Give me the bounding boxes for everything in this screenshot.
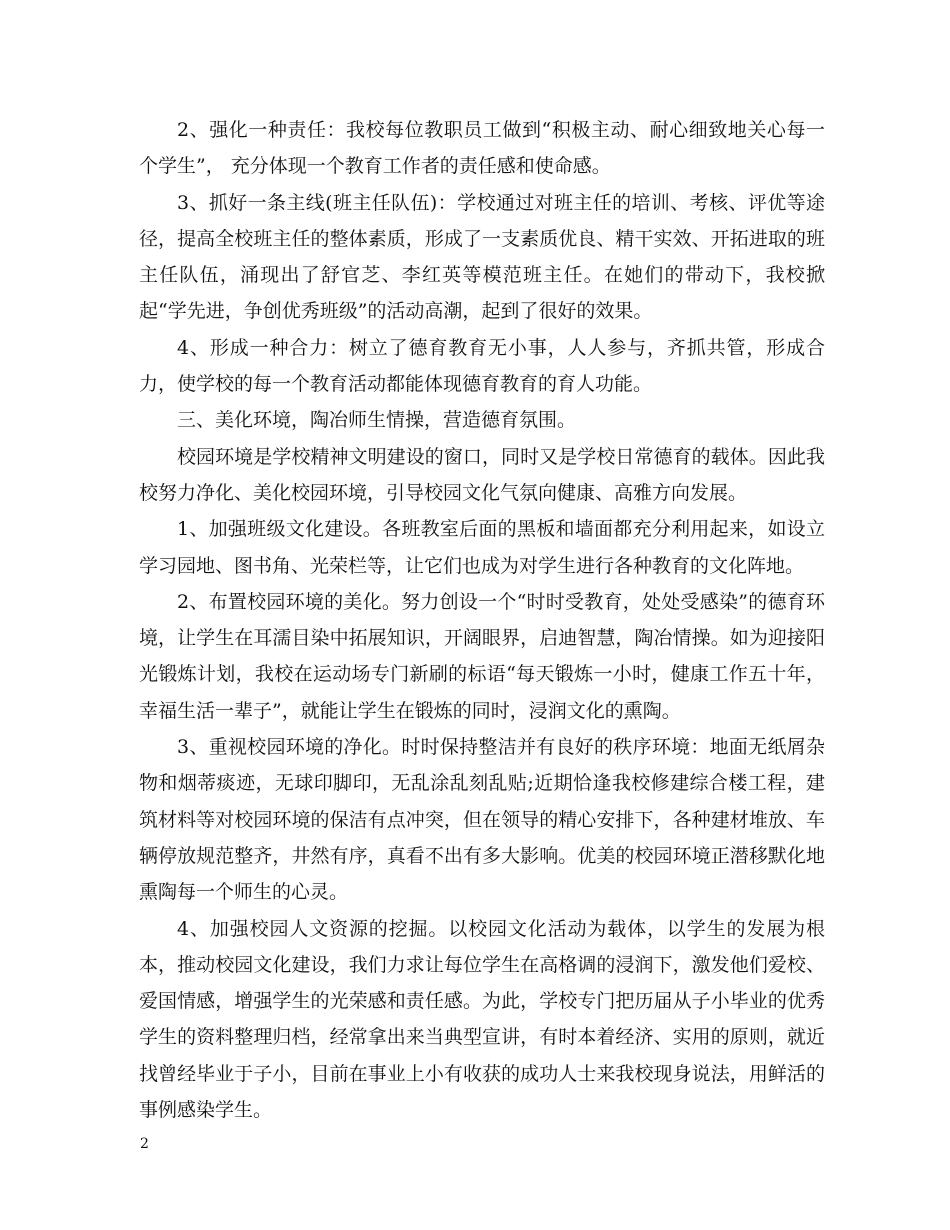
paragraph-purification: 3、重视校园环境的净化。时时保持整洁并有良好的秩序环境：地面无纸屑杂物和烟蒂痰迹，无球印脚印，无乱涂乱刻乱贴;近期恰逢我校修建综合楼工程，建筑材料等对校园环境的保洁有点冲突，但在领导的精心安排下，各种建材堆放、车辆停放规范整齐，井然有序，真看不出有多大影响。优美的校园环境正潜移默化地熏陶每一个师生的心灵。 xyxy=(139,736,825,904)
paragraph-humanistic-resources: 4、加强校园人文资源的挖掘。以校园文化活动为载体，以学生的发展为根本，推动校园文化建设，我们力求让每位学生在高格调的浸润下，激发他们爱校、爱国情感，增强学生的光荣感和责任感。为此，学校专门把历届从子小毕业的优秀学生的资料整理归档，经常拿出来当典型宣讲，有时本着经济、实用的原则，就近找曾经毕业于子小，目前在事业上小有收获的成功人士来我校现身说法，用鲜活的事例感染学生。 xyxy=(139,917,825,1122)
paragraph-class-culture: 1、加强班级文化建设。各班教室后面的黑板和墙面都充分利用起来，如设立学习园地、图书角、光荣栏等，让它们也成为对学生进行各种教育的文化阵地。 xyxy=(139,518,825,577)
paragraph-beautification: 2、布置校园环境的美化。努力创设一个“时时受教育，处处受感染”的德育环境，让学生在耳濡目染中拓展知识，开阔眼界，启迪智慧，陶冶情操。如为迎接阳光锻炼计划，我校在运动场专门新刷的标语“每天锻炼一小时，健康工作五十年，幸福生活一辈子”，就能让学生在锻炼的同时，浸润文化的熏陶。 xyxy=(139,590,825,722)
paragraph-joint-force: 4、形成一种合力：树立了德育教育无小事，人人参与，齐抓共管，形成合力，使学校的每一个教育活动都能体现德育教育的育人功能。 xyxy=(139,336,825,396)
paragraph-main-line: 3、抓好一条主线(班主任队伍)：学校通过对班主任的培训、考核、评优等途径，提高全校班主任的整体素质，形成了一支素质优良、精干实效、开拓进取的班主任队伍，涌现出了舒官芝、李红英等模范班主任。在她们的带动下，我校掀起“学先进，争创优秀班级”的活动高潮，起到了很好的效果。 xyxy=(139,191,825,323)
paragraph-campus-environment: 校园环境是学校精神文明建设的窗口，同时又是学校日常德育的载体。因此我校努力净化、美化校园环境，引导校园文化气氛向健康、高雅方向发展。 xyxy=(139,445,825,504)
document-body xyxy=(139,112,825,1128)
paragraph-responsibility: 2、强化一种责任：我校每位教职员工做到“积极主动、耐心细致地关心每一个学生”， 充分体现一个教育工作者的责任感和使命感。 xyxy=(139,119,825,178)
page-number: 2 xyxy=(140,1136,149,1152)
section-heading-environment: 三、美化环境，陶冶师生情操，营造德育氛围。 xyxy=(177,409,577,432)
